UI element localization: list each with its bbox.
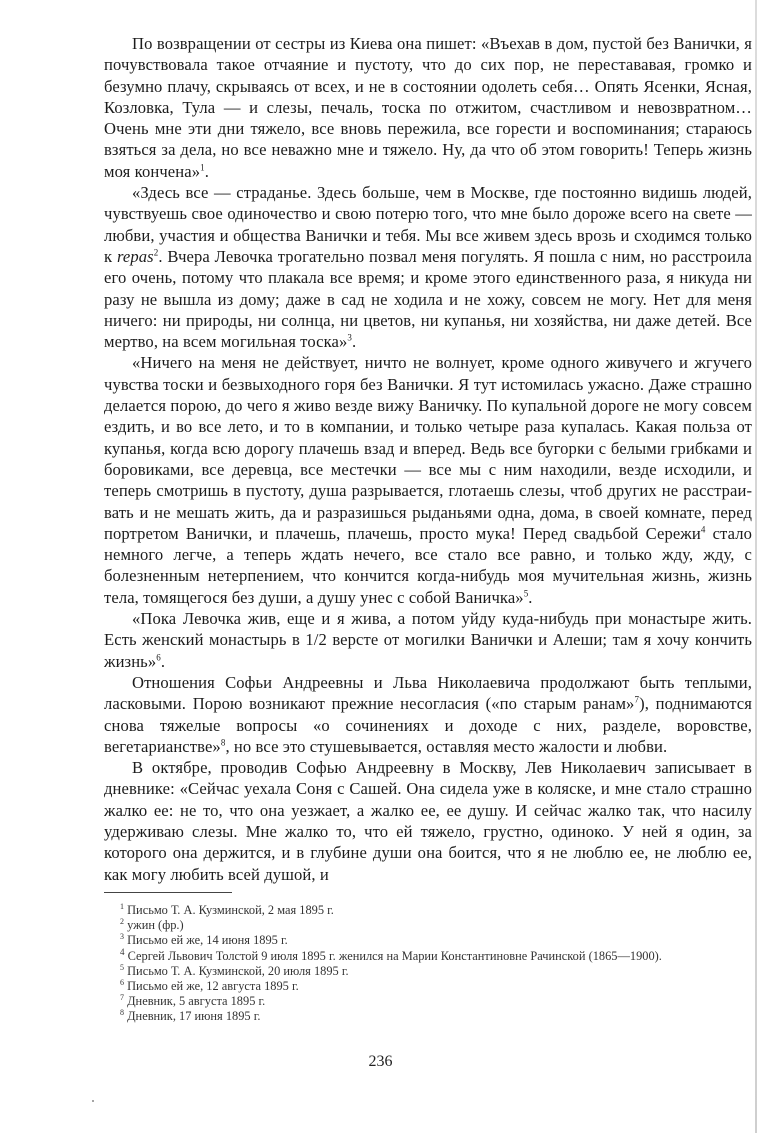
paragraph-6 [104, 757, 752, 885]
paragraph-text: По возвращении от сестры из Киева она пишет: «Въехав в дом, пустой без Ванички, я почувствовала такое отчаяние и пустоту, что до сих пор, не перестававая, громко и безумно плачу, скрываясь от всех, и не в состоянии одолеть себя… Опять Ясенки, Ясная, Козловка, Тула — и слезы, печаль, тоска по отжитом, счастливом и невозвратном… Очень мне эти дни тяжело, все вновь пережила, все горести и воспоминания; стараюсь взяться за дела, но все неважно мне и тяжело. Ну, да что об этом говорить! Теперь жизнь моя кончена» [104, 34, 752, 181]
footnote-text: ужин (фр.) [127, 918, 184, 933]
footnote-text: Письмо ей же, 12 августа 1895 г. [127, 979, 299, 994]
paragraph-text: «Ничего на меня не действует, ничто не волнует, кроме одного живучего и жгучего чувства тоски и безвыходного горя без Ванички. Я тут истомилась ужасно. Даже страшно делается порою, до чего я живо везде вижу Ваничку. По купальной дороге не могу совсем ездить, и во все лето, и то в компании, и только четыре раза купалась. Какая польза от купанья, когда всю дорогу плачешь взад и вперед. Ведь все бугорки с белыми грибками и боровиками, все деревца, все местечки — все мы с ним находили, везде исходили, и теперь смотришь в пустоту, душа разрывается, глотаешь слезы, чтоб других не расстраивать и не мешать жить, да и разразишься рыданьями одна, дома, в своей комнате, перед портретом Ванички, и плачешь, плачешь, просто мука! Перед свадьбой Сережи [104, 353, 752, 543]
footnote-4 [104, 946, 756, 964]
paragraph-text: «Пока Левочка жив, еще и я жива, а потом уйду куда-нибудь при монастыре жить. Есть женский монастырь в 1/2 версте от могилки Ванички и Алеши; там я хочу кончить жизнь» [104, 609, 752, 671]
footnote-text: Дневник, 17 июня 1895 г. [127, 1009, 261, 1024]
footnote-2 [104, 918, 756, 933]
paragraph-2: «Здесь все — страданье. Здесь больше, чем в Москве, где постоянно видишь людей, чувствуешь свое одиночество и свою потерю того, что мне было дороже всего на свете — любви, участия и общества Ванички и тебя. Мы все живем здесь врозь и сходимся только к repas$^2$. Вчера Левочка трогательно позвал меня погулять. Я пошла с ним, но расстроила его очень, потому что плакала все время; и кроме этого единственного раза, я никуда ни разу не вышла из дому; даже в сад не ходила и не хожу, совсем не могу. Нет для меня ничего: ни природы, ни солнца, ни цветов, ни купанья, ни хозяйства, ни даже детей. Все мертво, на всем могильная тоска»$^3$. [104, 183, 752, 352]
paragraph-text: «Здесь все — страданье. Здесь больше, чем в Москве, где постоянно видишь людей, чувствуешь свое одиночество и свою потерю того, что мне было дороже всего на свете — любви, участия и общества Ванички и тебя. Мы все живем здесь врозь и сходимся только к [104, 183, 752, 266]
paragraph-text: Отношения Софьи Андреевны и Льва Николаевича продолжают быть теплыми, ласковыми. Порою возникают прежние несогласия («по старым ранам» [104, 672, 752, 714]
footnote-3 [104, 933, 756, 948]
footnote-number: 6 [120, 977, 124, 987]
footnote-text: Сергей Львович Толстой 9 июля 1895 г. женился на Марии Константиновне Рачинской (1865—1900). [127, 948, 662, 963]
footnote-7 [104, 994, 756, 1009]
footnote-ref: 7 [634, 694, 640, 705]
footnote-divider [104, 892, 232, 893]
footnote-number: 1 [120, 901, 124, 911]
paragraph-text: стало немного легче, а теперь ждать нечего, все стало все равно, и только жду, жду, с болезненным нетерпением, что кончится когда-нибудь моя мучительная жизнь, жизнь тела, томящегося без души, а душу унес с собой Ваничка» [104, 523, 752, 607]
footnote-number: 8 [120, 1008, 124, 1018]
footnote-ref: 8 [220, 737, 226, 748]
italic-word: repas [116, 246, 154, 266]
paragraph-text: ), поднимаются снова тяжелые вопросы «о сочинениях и доходе с них, разделе, воровстве, вегетарианстве» [104, 694, 752, 756]
scan-edge [755, 0, 757, 1133]
footnote-ref: 5 [523, 588, 529, 599]
footnote-text: Письмо Т. А. Кузминской, 2 мая 1895 г. [127, 903, 334, 917]
footnote-text: Дневник, 5 августа 1895 г. [127, 994, 266, 1009]
footnote-number: 2 [120, 917, 124, 927]
footnote-number: 3 [120, 932, 124, 942]
footnote-5 [104, 964, 756, 979]
footnote-ref: 1 [200, 162, 205, 173]
footnote-text: Письмо ей же, 14 июня 1895 г. [127, 933, 288, 948]
main-text [104, 33, 752, 885]
footnote-number: 5 [120, 962, 124, 972]
footnote-1 [104, 903, 756, 918]
paragraph-4: «Пока Левочка жив, еще и я жива, а потом уйду куда-нибудь при монастыре жить. Есть женский монастырь в 1/2 версте от могилки Ванички и Алеши; там я хочу кончить жизнь»$^6$. [104, 609, 752, 671]
footnote-number: 4 [120, 946, 125, 957]
scan-speck [92, 1100, 94, 1102]
paragraph-1: По возвращении от сестры из Киева она пишет: «Въехав в дом, пустой без Ванички, я почувствовала такое отчаяние и пустоту, что до сих пор, не перестававая, громко и безумно плачу, скрываясь от всех, и не в состоянии одолеть себя… Опять Ясенки, Ясная, Козловка, Тула — и слезы, печаль, тоска по отжитом, счастливом и невозвратном… Очень мне эти дни тяжело, все вновь пережила, все горести и воспоминания; стараюсь взяться за дела, но все неважно мне и тяжело. Ну, да что об этом говорить! Теперь жизнь моя кончена»$^1$. [104, 34, 752, 181]
paragraph-text: В октябре, проводив Софью Андреевну в Москву, Лев Николаевич записывает в дневнике: «Сейчас уехала Соня с Сашей. Она сидела уже в коляске, и мне стало страшно жалко ее: не то, что она уезжает, а жалко ее, ее душу. И сейчас жалко так, что насилу удерживаю слезы. Мне жалко то, что ей тяжело, грустно, одиноко. У ней я один, за которого она держится, и в глубине души она боится, что я не люблю ее, не люблю ее, как могу любить всей душой, и [104, 758, 752, 884]
footnote-ref: 4 [700, 524, 706, 535]
page-number: 236 [368, 1053, 393, 1070]
footnote-ref: 6 [156, 652, 161, 663]
paragraph-3: «Ничего на меня не действует, ничто не волнует, кроме одного живучего и жгучего чувства тоски и безвыходного горя без Ванички. Я тут истомилась ужасно. Даже страшно делается порою, до чего я живо везде вижу Ваничку. По купальной дороге не могу совсем ездить, и во все лето, и то в компании, и только четыре раза купалась. Какая польза от купанья, когда всю дорогу плачешь взад и вперед. Ведь все бугорки с белыми грибками и боровиками, все деревца, все местечки — все мы с ним находили, везде исходили, и теперь смотришь в пустоту, душа разрывается, глотаешь слезы, чтоб других не расстраивать и не мешать жить, да и разразишься рыданьями одна, дома, в своей комнате, перед портретом Ванички, и плачешь, плачешь, просто мука! Перед свадьбой Сережи$^4$ стало немного легче, а теперь ждать нечего, все стало все равно, и только жду, жду, с болезненным нетерпением, что кончится когда-нибудь моя мучительная жизнь, жизнь тела, томящегося без души, а душу унес с собой Ваничка»$^5$. [104, 353, 752, 607]
footnote-ref: 3 [347, 332, 352, 343]
footnote-number: 7 [120, 993, 124, 1003]
footnote-text: Письмо Т. А. Кузминской, 20 июля 1895 г. [127, 963, 349, 978]
paragraph-5 [104, 672, 752, 757]
footnote-ref: 2 [153, 247, 159, 258]
footnote-8 [104, 1009, 756, 1024]
footnotes [104, 903, 756, 1025]
footnote-6 [104, 979, 756, 994]
paragraph-text: . Вчера Левочка трогательно позвал меня погулять. Я пошла с ним, но расстроила его очень, потому что плакала все время; и кроме этого единственного раза, я никуда ни разу не вышла из дому; даже в сад не ходила и не хожу, совсем не могу. Нет для меня ничего: ни природы, ни солнца, ни цветов, ни купанья, ни хозяйства, ни даже детей. Все мертво, на всем могильная тоска» [104, 246, 752, 352]
paragraph-text: , но все это стушевывается, оставляя место жалости и любви. [225, 736, 668, 756]
